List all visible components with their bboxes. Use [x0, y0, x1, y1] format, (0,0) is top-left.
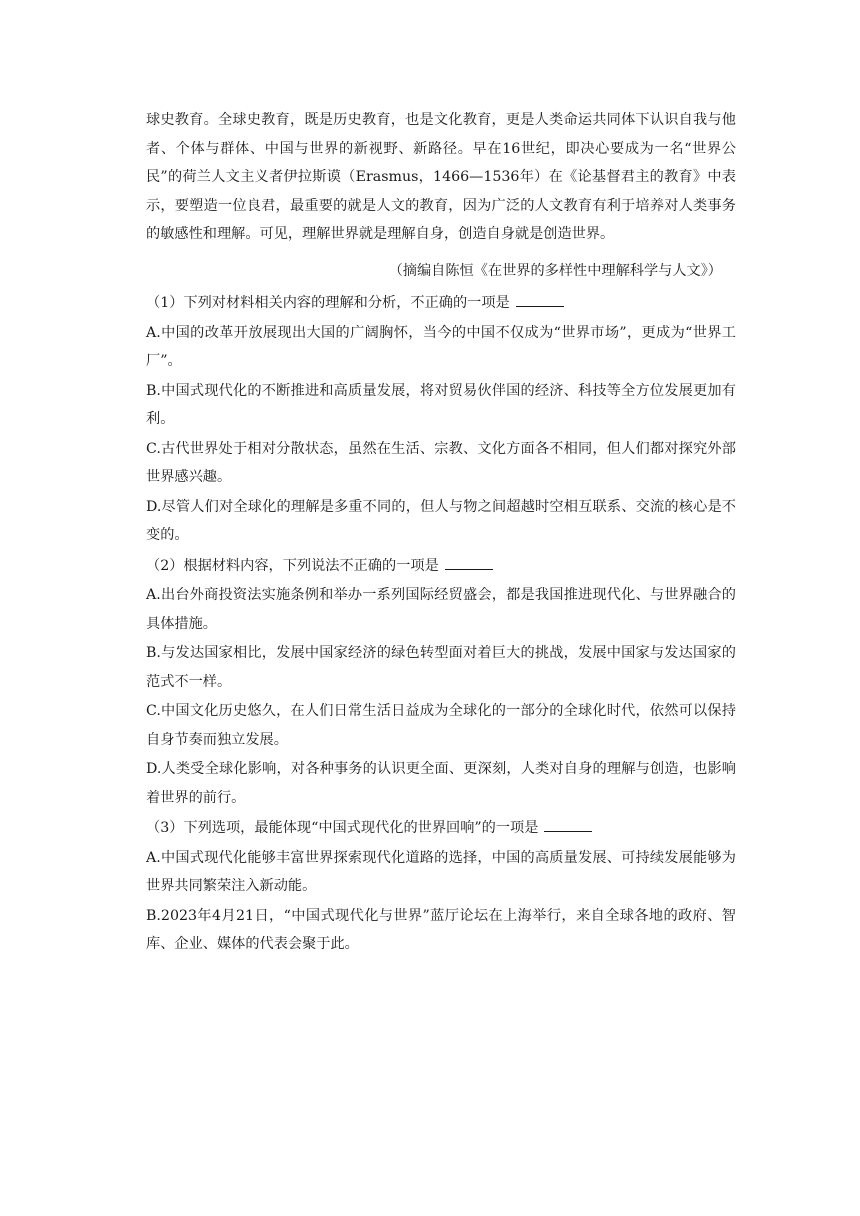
answer-blank-2[interactable] [445, 568, 493, 570]
question-3-option-a: A.中国式现代化能够丰富世界探索现代化道路的选择，中国的高质量发展、可持续发展能够为世界共同繁荣注入新动能。 [146, 849, 736, 894]
question-2-option-a: A.出台外商投资法实施条例和举办一系列国际经贸盛会，都是我国推进现代化、与世界融合的具体措施。 [146, 587, 736, 632]
question-1-option-d: D.尽管人们对全球化的理解是多重不同的，但人与物之间超越时空相互联系、交流的核心是不变的。 [146, 498, 736, 543]
question-2-option-d: D.人类受全球化影响，对各种事务的认识更全面、更深刻，人类对自身的理解与创造，也影响着世界的前行。 [146, 761, 736, 806]
question-3-stem [146, 814, 736, 843]
question-1-option-a: A.中国的改革开放展现出大国的广阔胸怀，当今的中国不仅成为“世界市场”，更成为“世界工厂”。 [146, 324, 736, 369]
answer-blank-3[interactable] [544, 830, 592, 832]
passage-paragraph: 球史教育。全球史教育，既是历史教育，也是文化教育，更是人类命运共同体下认识自我与他者、个体与群体、中国与世界的新视野、新路径。早在16世纪，即决心要成为一名“世界公民”的荷兰人文主义者伊拉斯谟（Erasmus，1466—1536年）在《论基督君主的教育》中表示，要塑造一位良君，最重要的就是人文的教育，因为广泛的人文教育有利于培养对人类事务的敏感性和理解。可见，理解世界就是理解自身，创造自身就是创造世界。 [146, 112, 736, 242]
question-1-option-b: B.中国式现代化的不断推进和高质量发展，将对贸易伙伴国的经济、科技等全方位发展更加有利。 [146, 382, 736, 427]
question-3-option-b: B.2023年4月21日，“中国式现代化与世界”蓝厅论坛在上海举行，来自全球各地的政府、智库、企业、媒体的代表会聚于此。 [146, 907, 736, 952]
question-1-stem [146, 289, 736, 318]
answer-blank-1[interactable] [516, 305, 564, 307]
question-1-option-c: C.古代世界处于相对分散状态，虽然在生活、宗教、文化方面各不相同，但人们都对探究外部世界感兴趣。 [146, 440, 736, 485]
question-2-text: （2）根据材料内容，下列说法不正确的一项是 [146, 557, 439, 574]
question-2-stem [146, 552, 736, 581]
document-content [146, 106, 736, 959]
question-2-option-c: C.中国文化历史悠久，在人们日常生活日益成为全球化的一部分的全球化时代，依然可以保持自身节奏而独立发展。 [146, 703, 736, 748]
question-1-text: （1）下列对材料相关内容的理解和分析，不正确的一项是 [146, 295, 510, 311]
question-2-option-b: B.与发达国家相比，发展中国家经济的绿色转型面对着巨大的挑战，发展中国家与发达国家的范式不一样。 [146, 645, 736, 690]
source-citation: （摘编自陈恒《在世界的多样性中理解科学与人文》） [388, 262, 722, 279]
question-3-text: （3）下列选项，最能体现“中国式现代化的世界回响”的一项是 [146, 820, 539, 836]
